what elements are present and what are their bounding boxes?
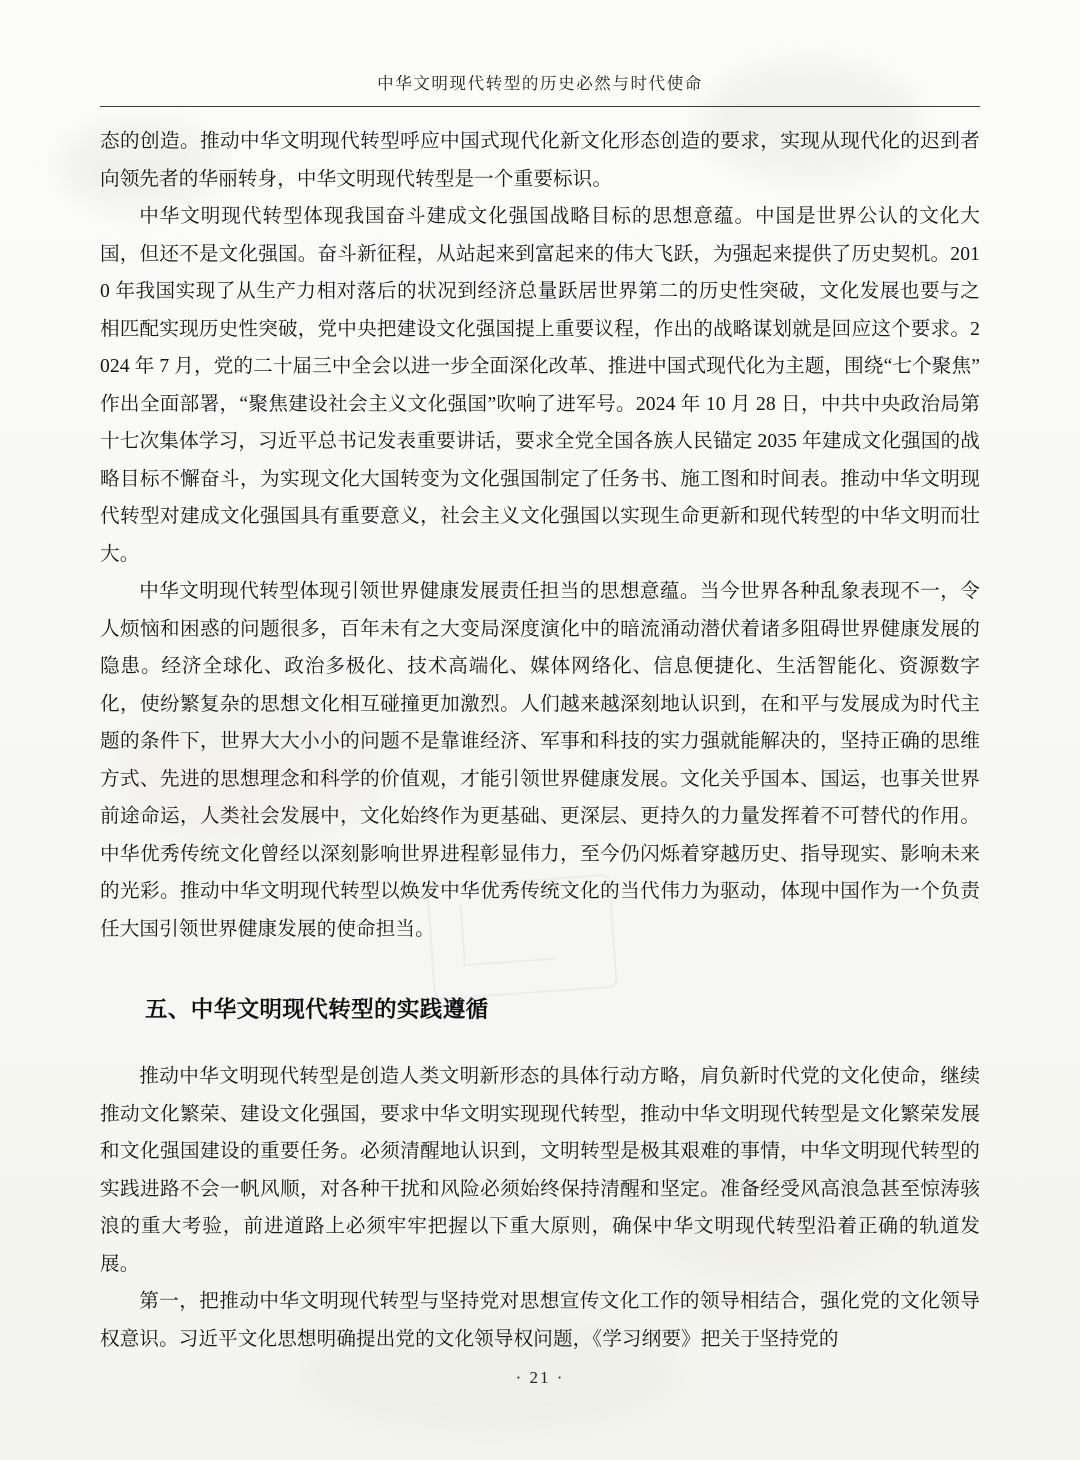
paragraph: 推动中华文明现代转型是创造人类文明新形态的具体行动方略，肩负新时代党的文化使命，继续推动文化繁荣、建设文化强国，要求中华文明实现现代转型，推动中华文明现代转型是文化繁荣发展和文化强国建设的重要任务。必须清醒地认识到，文明转型是极其艰难的事情，中华文明现代转型的实践进路不会一帆风顺，对各种干扰和风险必须始终保持清醒和坚定。准备经受风高浪急甚至惊涛骇浪的重大考验，前进道路上必须牢牢把握以下重大原则，确保中华文明现代转型沿着正确的轨道发展。 (100, 1066, 980, 1275)
page-content (100, 70, 980, 1358)
paragraph: 第一，把推动中华文明现代转型与坚持党对思想宣传文化工作的领导相结合，强化党的文化领导权意识。习近平文化思想明确提出党的文化领导权问题，《学习纲要》把关于坚持党的 (100, 1291, 980, 1350)
header-rule (100, 106, 980, 107)
section-heading: 五、中华文明现代转型的实践遵循 (145, 997, 489, 1022)
paragraph: 中华文明现代转型体现我国奋斗建成文化强国战略目标的思想意蕴。中国是世界公认的文化大国，但还不是文化强国。奋斗新征程，从站起来到富起来的伟大飞跃，为强起来提供了历史契机。2010 年我国实现了从生产力相对落后的状况到经济总量跃居世界第二的历史性突破，文化发展也要与之相匹配实现历史性突破，党中央把建设文化强国提上重要议程，作出的战略谋划就是回应这个要求。2024 年 7 月，党的二十届三中全会以进一步全面深化改革、推进中国式现代化为主题，围绕“七个聚焦”作出全面部署，“聚焦建设社会主义文化强国”吹响了进军号。2024 年 10 月 28 日，中共中央政治局第十七次集体学习，习近平总书记发表重要讲话，要求全党全国各族人民锚定 2035 年建成文化强国的战略目标不懈奋斗，为实现文化大国转变为文化强国制定了任务书、施工图和时间表。推动中华文明现代转型对建成文化强国具有重要意义，社会主义文化强国以实现生命更新和现代转型的中华文明而壮大。 (100, 206, 980, 565)
page-number: · 21 · (515, 1368, 565, 1387)
paragraph: 中华文明现代转型体现引领世界健康发展责任担当的思想意蕴。当今世界各种乱象表现不一，令人烦恼和困惑的问题很多，百年未有之大变局深度演化中的暗流涌动潜伏着诸多阻碍世界健康发展的隐患。经济全球化、政治多极化、技术高端化、媒体网络化、信息便捷化、生活智能化、资源数字化，使纷繁复杂的思想文化相互碰撞更加激烈。人们越来越深刻地认识到，在和平与发展成为时代主题的条件下，世界大大小小的问题不是靠谁经济、军事和科技的实力强就能解决的，坚持正确的思维方式、先进的思想理念和科学的价值观，才能引领世界健康发展。文化关乎国本、国运，也事关世界前途命运，人类社会发展中，文化始终作为更基础、更深层、更持久的力量发挥着不可替代的作用。中华优秀传统文化曾经以深刻影响世界进程彰显伟力，至今仍闪烁着穿越历史、指导现实、影响未来的光彩。推动中华文明现代转型以焕发中华优秀传统文化的当代伟力为驱动，体现中国作为一个负责任大国引领世界健康发展的使命担当。 (100, 581, 980, 940)
paragraph: 态的创造。推动中华文明现代转型呼应中国式现代化新文化形态创造的要求，实现从现代化的迟到者向领先者的华丽转身，中华文明现代转型是一个重要标识。 (100, 131, 980, 190)
running-head: 中华文明现代转型的历史必然与时代使命 (377, 74, 703, 93)
